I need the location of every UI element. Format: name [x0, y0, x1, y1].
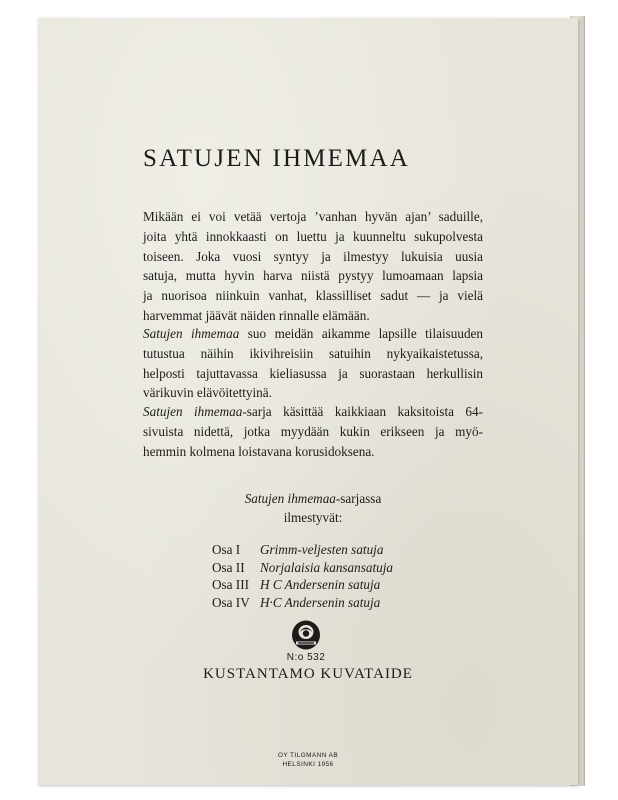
- series-description-paragraph: [143, 324, 483, 403]
- volume-title: Norjalaisia kansansatuja: [260, 559, 393, 575]
- volume-row: [212, 576, 393, 594]
- paragraph-line: sivuista nidettä, jotka myydään kukin erikseen ja myö-: [143, 423, 483, 439]
- back-cover-page: [38, 18, 578, 785]
- paragraph-line: [143, 402, 483, 422]
- series-name-italic: Satujen ihmemaa: [143, 404, 243, 419]
- printer-place-year: HELSINKI 1956: [282, 761, 334, 768]
- series-heading-line: [168, 489, 458, 508]
- volume-title: H C Andersenin satuja: [260, 577, 381, 592]
- volume-title: Grimm-veljesten satuja: [260, 542, 384, 557]
- publisher-emblem-icon: [291, 620, 321, 650]
- printer-imprint: [233, 751, 383, 769]
- book-title: SATUJEN IHMEMAA: [143, 145, 411, 172]
- intro-paragraph: [143, 207, 483, 326]
- publisher-name: KUSTANTAMO KUVATAIDE: [203, 666, 413, 682]
- series-heading-suffix: -sarjassa: [335, 491, 382, 506]
- volume-list: [212, 541, 393, 611]
- series-heading-line: ilmestyvät:: [283, 510, 343, 525]
- series-name-italic: Satujen ihmemaa: [244, 491, 336, 506]
- paragraph-line: tutustua näihin ikivihreisiin satuihin nykyaikaistetussa,: [143, 345, 483, 361]
- paragraph-line: helposti tajuttavassa kieliasussa ja suorastaan herkullisin: [143, 365, 483, 381]
- volume-number: Osa III: [212, 577, 249, 592]
- series-name-italic: Satujen ihmemaa: [143, 326, 240, 341]
- series-list-heading: [168, 489, 458, 527]
- paragraph-line: joita yhtä innokkaasti on luettu ja kuunneltu sukupolvesta: [143, 228, 483, 244]
- publisher-number: N:o 532: [286, 652, 326, 663]
- volume-row: [212, 594, 393, 612]
- paragraph-line: satuja, mutta hyvin harva niistä pystyy lumoamaan lapsia: [143, 268, 483, 284]
- paragraph-line: harvemmat jäävät näiden rinnalle elämään.: [143, 307, 370, 323]
- volume-row: [212, 559, 393, 577]
- paragraph-line: hemmin kolmena loistavana korusidoksena.: [143, 443, 375, 459]
- line-text: suo meidän aikamme lapsille tilaisuuden: [239, 326, 483, 341]
- printer-name: OY TILGMANN AB: [277, 752, 339, 759]
- volume-title: H·C Andersenin satuja: [260, 594, 381, 610]
- volume-number: Osa II: [212, 559, 245, 575]
- paragraph-line: toiseen. Joka vuosi syntyy ja ilmestyy lukuisia uusia: [143, 248, 483, 264]
- volume-row: [212, 541, 393, 559]
- volume-number: Osa IV: [212, 594, 250, 610]
- paragraph-line: ja nuorisoa niinkuin vanhat, klassilliset sadut — ja vielä: [143, 288, 483, 304]
- paragraph-line: värikuvin elävöitettyinä.: [143, 385, 272, 401]
- paragraph-line: Mikään ei voi vetää vertoja ’vanhan hyvän ajan’ saduille,: [143, 209, 483, 224]
- paragraph-line: [143, 324, 483, 344]
- line-text: -sarja käsittää kaikkiaan kaksitoista 64-: [242, 404, 483, 419]
- volume-number: Osa I: [212, 542, 241, 557]
- series-contents-paragraph: [143, 402, 483, 461]
